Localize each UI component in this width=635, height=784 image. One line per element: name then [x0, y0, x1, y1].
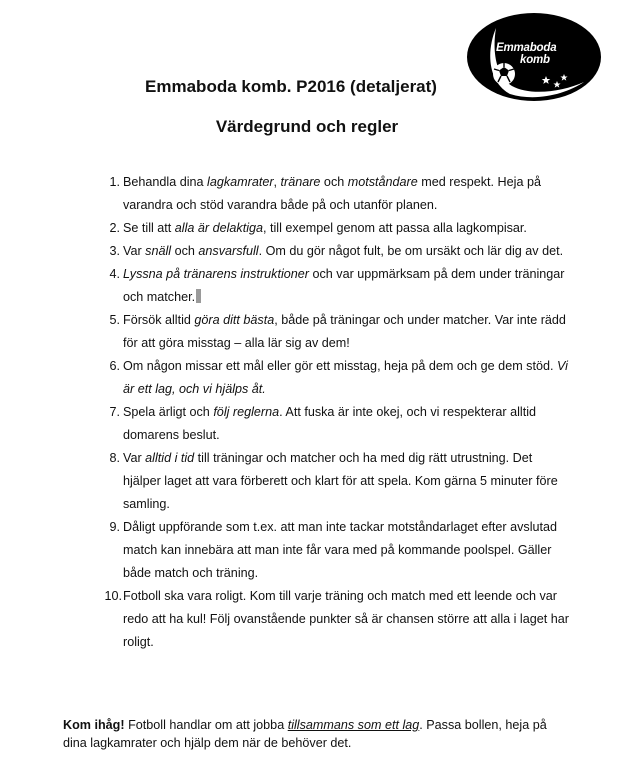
footer-reminder: Kom ihåg! Fotboll handlar om att jobba tillsammans som ett lag. Passa bollen, heja på dina lagkamrater och hjälp dem när de behöver det. — [63, 718, 547, 750]
rule-item-3: 3. Var snäll och ansvarsfull. Om du gör något fult, be om ursäkt och lär dig av det. — [98, 240, 570, 263]
rule-item-10: 10. Fotboll ska vara roligt. Kom till varje träning och match med ett leende och var redo att ha kul! Följ ovanstående punkter så är chansen större att alla i laget har roligt. — [98, 585, 570, 654]
rule-number: 5. — [109, 313, 120, 327]
rule-number: 9. — [109, 520, 120, 534]
rule-number: 6. — [109, 359, 120, 373]
rule-number: 7. — [109, 405, 120, 419]
footer-underlined-phrase: tillsammans som ett lag — [287, 718, 420, 732]
footer-bold-label: Kom ihåg! — [63, 718, 125, 732]
rule-item-1: 1. Behandla dina lagkamrater, tränare och motståndare med respekt. Heja på varandra och stöd varandra både på och utanför planen. — [98, 171, 570, 217]
rule-number: 8. — [109, 451, 120, 465]
rule-number: 10. — [104, 589, 122, 603]
rule-number: 2. — [109, 221, 120, 235]
text-cursor — [196, 289, 201, 303]
rule-item-7: 7. Spela ärligt och följ reglerna. Att fuska är inte okej, och vi respekterar alltid domarens beslut. — [98, 401, 570, 447]
rule-item-4: 4. Lyssna på tränarens instruktioner och var uppmärksam på dem under träningar och matcher. — [98, 263, 570, 309]
rule-number: 1. — [109, 175, 120, 189]
rule-number: 4. — [109, 267, 120, 281]
rule-item-2: 2. Se till att alla är delaktiga, till exempel genom att passa alla lagkompisar. — [98, 217, 570, 240]
document-subtitle: Värdegrund och regler — [215, 117, 399, 136]
rule-number: 3. — [109, 244, 120, 258]
rule-item-9: 9. Dåligt uppförande som t.ex. att man inte tackar motståndarlaget efter avslutad match kan innebära att man inte får vara med på kommande poolspel. Gäller både match och träning. — [98, 516, 570, 585]
rule-item-6: 6. Om någon missar ett mål eller gör ett misstag, heja på dem och ge dem stöd. Vi är ett lag, och vi hjälps åt. — [98, 355, 570, 401]
rule-item-5: 5. Försök alltid göra ditt bästa, både på träningar och under matcher. Var inte rädd för att göra misstag – alla lär sig av dem! — [98, 309, 570, 355]
logo-text-line2: komb — [520, 54, 550, 66]
logo-text-line1: Emmaboda — [496, 42, 557, 54]
rule-item-8: 8. Var alltid i tid till träningar och matcher och ha med dig rätt utrustning. Det hjälper laget att vara förberett och klart för att spela. Kom gärna 5 minuter före samling. — [98, 447, 570, 516]
document-title: Emmaboda komb. P2016 (detaljerat) — [145, 77, 437, 96]
rules-list — [98, 171, 570, 654]
